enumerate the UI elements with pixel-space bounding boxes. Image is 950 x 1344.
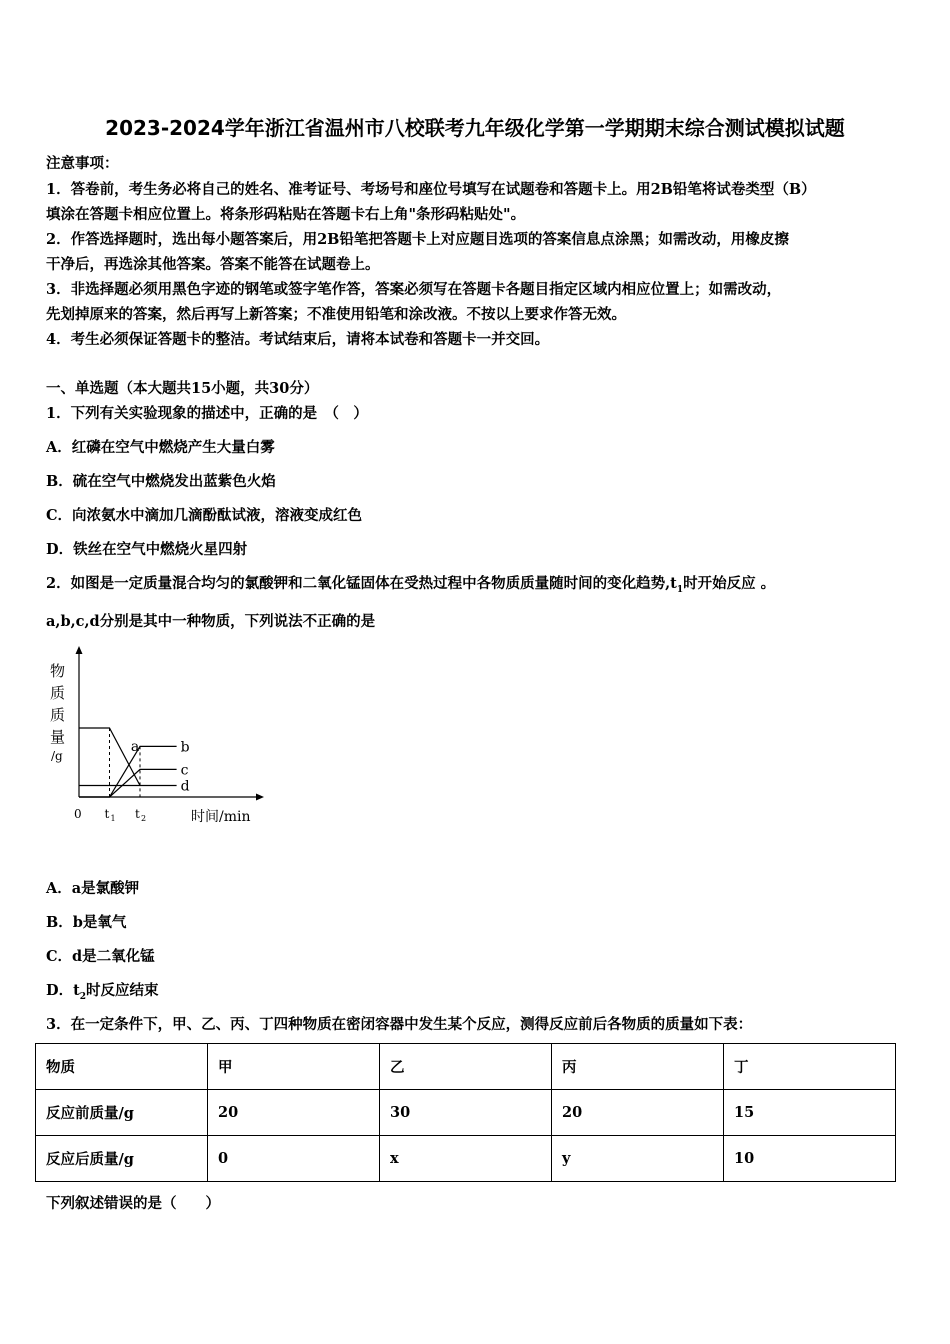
- table-cell: 乙: [380, 1044, 552, 1090]
- y-axis-label-char: 质: [50, 684, 66, 702]
- table-cell: 30: [380, 1090, 552, 1136]
- table-cell: 15: [724, 1090, 896, 1136]
- table-cell: 20: [552, 1090, 724, 1136]
- table-cell: 10: [724, 1136, 896, 1182]
- table-cell: 甲: [208, 1044, 380, 1090]
- q1-option-b: B．硫在空气中燃烧发出蓝紫色火焰: [46, 473, 276, 490]
- y-axis-label-char: 质: [50, 706, 66, 724]
- y-axis-label-char: 量: [50, 728, 66, 746]
- notice-4: 4．考生必须保证答题卡的整洁。考试结束后，请将本试卷和答题卡一并交回。: [46, 331, 550, 348]
- q3-mass-table: [35, 1043, 896, 1182]
- series-c-label: c: [180, 762, 189, 779]
- series-c-line: [79, 769, 177, 797]
- table-cell: x: [380, 1136, 552, 1182]
- notice-3a: 3．非选择题必须用黑色字迹的钢笔或签字笔作答，答案必须写在答题卡各题目指定区域内相应位置上；如需改动，: [46, 281, 782, 298]
- q2-option-d: [46, 979, 159, 1002]
- q2-option-a: A．a是氯酸钾: [46, 880, 140, 897]
- table-row: [36, 1136, 896, 1182]
- notice-2a: 2．作答选择题时，选出每小题答案后，用2B铅笔把答题卡上对应题目选项的答案信息点涂黑；如需改动，用橡皮擦: [46, 231, 789, 248]
- table-cell: 反应前质量/g: [36, 1090, 208, 1136]
- x-tick-subscript: 2: [141, 814, 147, 823]
- q2-option-b: B．b是氧气: [46, 914, 127, 931]
- notice-3b: 先划掉原来的答案，然后再写上新答案；不准使用铅笔和涂改液。不按以上要求作答无效。: [46, 306, 626, 323]
- notice-heading: 注意事项：: [46, 155, 119, 172]
- x-axis-arrow: [256, 794, 264, 801]
- q2-option-d-tail: 时反应结束: [86, 982, 159, 999]
- table-cell: 丙: [552, 1044, 724, 1090]
- q1-option-d: D．铁丝在空气中燃烧火星四射: [46, 541, 248, 558]
- y-axis-label-char: 物: [50, 662, 66, 680]
- series-a-label: a: [130, 739, 140, 755]
- section-heading: 一、单选题（本大题共15小题，共30分）: [46, 380, 319, 397]
- q2-line-chart: [44, 648, 274, 838]
- table-cell: y: [552, 1136, 724, 1182]
- q2-figure: [44, 648, 274, 838]
- notice-1a: 1．答卷前，考生务必将自己的姓名、准考证号、考场号和座位号填写在试题卷和答题卡上。用2B铅笔将试卷类型（B）: [46, 181, 816, 198]
- table-row: [36, 1090, 896, 1136]
- x-axis-label: 时间/min: [191, 809, 251, 825]
- q1-stem: 1．下列有关实验现象的描述中，正确的是 （ ）: [46, 405, 368, 422]
- table-cell: 物质: [36, 1044, 208, 1090]
- x-tick-subscript: 1: [110, 814, 116, 823]
- origin-label: 0: [74, 807, 82, 821]
- series-b-label: b: [180, 739, 190, 756]
- q3-stem: 3．在一定条件下，甲、乙、丙、丁四种物质在密闭容器中发生某个反应，测得反应前后各物质的质量如下表：: [46, 1016, 753, 1033]
- q2-stem-subscript: 1: [676, 584, 684, 595]
- q2-stem-tail: 时开始反应 。: [683, 575, 776, 592]
- notice-2b: 干净后，再选涂其他答案。答案不能答在试题卷上。: [46, 256, 380, 273]
- q2-option-c: C．d是二氧化锰: [46, 948, 155, 965]
- q2-option-d-text: D．t: [46, 982, 80, 999]
- series-d-label: d: [180, 778, 190, 795]
- table-cell: 20: [208, 1090, 380, 1136]
- page-title: 2023-2024学年浙江省温州市八校联考九年级化学第一学期期末综合测试模拟试题: [105, 116, 845, 140]
- q2-stem: [46, 572, 775, 595]
- notice-1b: 填涂在答题卡相应位置上。将条形码粘贴在答题卡右上角"条形码粘贴处"。: [46, 206, 526, 223]
- x-tick-label: t: [135, 807, 140, 821]
- q2-stem-text: 2．如图是一定质量混合均匀的氯酸钾和二氧化锰固体在受热过程中各物质质量随时间的变化趋势,t: [46, 575, 677, 592]
- table-cell: 反应后质量/g: [36, 1136, 208, 1182]
- table-row: [36, 1044, 896, 1090]
- q1-option-c: C．向浓氨水中滴加几滴酚酞试液，溶液变成红色: [46, 507, 363, 524]
- series-b-line: [79, 746, 177, 797]
- q2-stem-2: a,b,c,d分别是其中一种物质，下列说法不正确的是: [46, 613, 376, 630]
- q2-option-d-subscript: 2: [79, 991, 87, 1002]
- q1-option-a: A．红磷在空气中燃烧产生大量白雾: [46, 439, 275, 456]
- table-cell: 丁: [724, 1044, 896, 1090]
- table-cell: 0: [208, 1136, 380, 1182]
- x-tick-label: t: [104, 807, 110, 821]
- y-axis-unit: /g: [51, 749, 63, 763]
- q3-question: 下列叙述错误的是（ ）: [46, 1195, 220, 1212]
- y-axis-arrow: [76, 646, 83, 654]
